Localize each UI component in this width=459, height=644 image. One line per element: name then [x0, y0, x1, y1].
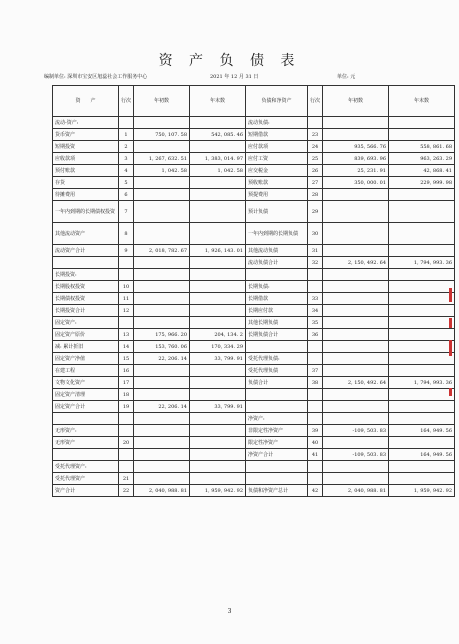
opening-balance [134, 305, 190, 317]
liability-item: 负债合计 [246, 377, 308, 389]
table-row [53, 377, 455, 389]
line-no [119, 413, 134, 425]
line-no: 11 [119, 293, 134, 305]
table-row [53, 389, 455, 401]
asset-item: 待摊费用 [53, 189, 119, 201]
line-no [308, 401, 323, 413]
balance-sheet-table [52, 85, 455, 497]
opening-balance [323, 461, 389, 473]
closing-balance [190, 141, 246, 153]
asset-item: 流动-资产: [53, 117, 119, 129]
opening-balance [134, 189, 190, 201]
line-no: 42 [308, 485, 323, 497]
table-row [53, 189, 455, 201]
closing-balance: 1, 926, 143. 01 [190, 245, 246, 257]
seal-mark [449, 340, 452, 356]
line-no: 3 [119, 153, 134, 165]
header-assets: 资 产 [53, 86, 119, 117]
liability-item: 长期负债: [246, 281, 308, 293]
opening-balance [323, 201, 389, 223]
closing-balance [389, 341, 455, 353]
liability-item: 预收账款 [246, 177, 308, 189]
closing-balance [190, 437, 246, 449]
opening-balance [134, 177, 190, 189]
closing-balance [190, 473, 246, 485]
header-closing: 年末数 [190, 86, 246, 117]
asset-item: 长期投资合计 [53, 305, 119, 317]
closing-balance [190, 189, 246, 201]
opening-balance: 25, 231. 91 [323, 165, 389, 177]
asset-item: 应收款项 [53, 153, 119, 165]
closing-balance [389, 461, 455, 473]
opening-balance [134, 473, 190, 485]
opening-balance [323, 293, 389, 305]
asset-item: 短期投资 [53, 141, 119, 153]
liability-item: 长期负债合计 [246, 329, 308, 341]
line-no: 21 [119, 473, 134, 485]
opening-balance [134, 413, 190, 425]
line-no: 2 [119, 141, 134, 153]
closing-balance [190, 317, 246, 329]
opening-balance [323, 353, 389, 365]
opening-balance: 2, 018, 782. 67 [134, 245, 190, 257]
opening-balance: 2, 150, 492. 64 [323, 377, 389, 389]
asset-item: 固定资产净值 [53, 353, 119, 365]
closing-balance: 1, 959, 942. 92 [389, 485, 455, 497]
header-liabilities: 负债和净资产 [246, 86, 308, 117]
preparer-org: 编制单位: 深圳市宝安区旭蕊社会工作服务中心 [44, 74, 148, 80]
asset-item: 预付账款 [53, 165, 119, 177]
liability-item [246, 401, 308, 413]
liability-item: 一年内到期的长期负债 [246, 223, 308, 245]
line-no: 32 [308, 257, 323, 269]
table-row [53, 473, 455, 485]
opening-balance: 22, 206. 14 [134, 353, 190, 365]
line-no: 20 [119, 437, 134, 449]
table-row [53, 257, 455, 269]
closing-balance [190, 305, 246, 317]
line-no: 39 [308, 425, 323, 437]
liability-item: 非限定性净资产 [246, 425, 308, 437]
opening-balance [134, 461, 190, 473]
line-no: 29 [308, 201, 323, 223]
liability-item [246, 341, 308, 353]
closing-balance: 164, 949. 56 [389, 449, 455, 461]
currency-unit: 单位: 元 [337, 74, 356, 80]
table-row [53, 413, 455, 425]
closing-balance: 963, 263. 29 [389, 153, 455, 165]
closing-balance [190, 413, 246, 425]
line-no: 16 [119, 365, 134, 377]
table-row [53, 449, 455, 461]
line-no: 27 [308, 177, 323, 189]
line-no [308, 341, 323, 353]
table-row [53, 341, 455, 353]
table-row [53, 245, 455, 257]
asset-item: 无形资产: [53, 425, 119, 437]
closing-balance: 1, 959, 942. 92 [190, 485, 246, 497]
asset-item: 长期债权投资 [53, 293, 119, 305]
opening-balance: 350, 000. 01 [323, 177, 389, 189]
line-no [308, 413, 323, 425]
line-no [308, 389, 323, 401]
closing-balance [389, 245, 455, 257]
asset-item: 固定资产: [53, 317, 119, 329]
table-row [53, 437, 455, 449]
closing-balance [389, 317, 455, 329]
line-no [119, 317, 134, 329]
opening-balance [323, 389, 389, 401]
line-no: 35 [308, 317, 323, 329]
asset-item: 减: 累计折旧 [53, 341, 119, 353]
opening-balance: 175, 966. 20 [134, 329, 190, 341]
closing-balance [190, 461, 246, 473]
asset-item: 受托代理资产 [53, 473, 119, 485]
opening-balance: -109, 503. 83 [323, 449, 389, 461]
line-no: 5 [119, 177, 134, 189]
closing-balance: 1, 042. 58 [190, 165, 246, 177]
line-no: 28 [308, 189, 323, 201]
line-no: 9 [119, 245, 134, 257]
opening-balance: 2, 150, 492. 64 [323, 257, 389, 269]
opening-balance [323, 317, 389, 329]
opening-balance [134, 117, 190, 129]
opening-balance [134, 269, 190, 281]
opening-balance [323, 269, 389, 281]
opening-balance [323, 117, 389, 129]
liability-item: 净资产: [246, 413, 308, 425]
table-row [53, 425, 455, 437]
liability-item: 其他流动负债 [246, 245, 308, 257]
header-opening: 年初数 [134, 86, 190, 117]
line-no: 30 [308, 223, 323, 245]
liability-item: 负债和净资产总计 [246, 485, 308, 497]
opening-balance: 1, 042. 58 [134, 165, 190, 177]
table-row [53, 129, 455, 141]
liability-item [246, 389, 308, 401]
asset-item: 文物文化资产 [53, 377, 119, 389]
liability-item: 应付款项 [246, 141, 308, 153]
closing-balance: 170, 334. 29 [190, 341, 246, 353]
header-line-no: 行次 [119, 86, 134, 117]
opening-balance [323, 305, 389, 317]
line-no [119, 269, 134, 281]
opening-balance [134, 377, 190, 389]
table-row [53, 353, 455, 365]
closing-balance: 204, 134. 2 [190, 329, 246, 341]
opening-balance: 2, 040, 988. 81 [134, 485, 190, 497]
asset-item: 无形资产 [53, 437, 119, 449]
line-no: 22 [119, 485, 134, 497]
liability-item [246, 461, 308, 473]
line-no: 10 [119, 281, 134, 293]
liability-item: 受托代理负债: [246, 353, 308, 365]
closing-balance: 558, 861. 68 [389, 141, 455, 153]
asset-item: 长期股权投资 [53, 281, 119, 293]
line-no [119, 425, 134, 437]
line-no: 38 [308, 377, 323, 389]
asset-item: 长期投资: [53, 269, 119, 281]
closing-balance [389, 473, 455, 485]
liability-item [246, 473, 308, 485]
table-body [53, 117, 455, 497]
opening-balance [323, 437, 389, 449]
closing-balance [389, 353, 455, 365]
opening-balance [134, 317, 190, 329]
closing-balance [190, 281, 246, 293]
closing-balance: 33, 799. 91 [190, 353, 246, 365]
line-no: 6 [119, 189, 134, 201]
closing-balance: 229, 999. 98 [389, 177, 455, 189]
line-no [308, 281, 323, 293]
table-row [53, 365, 455, 377]
closing-balance: 1, 794, 993. 36 [389, 257, 455, 269]
opening-balance: 22, 206. 14 [134, 401, 190, 413]
line-no: 8 [119, 223, 134, 245]
table-row [53, 153, 455, 165]
opening-balance [323, 329, 389, 341]
line-no [308, 269, 323, 281]
line-no: 26 [308, 165, 323, 177]
opening-balance: 839, 693. 96 [323, 153, 389, 165]
line-no [119, 117, 134, 129]
line-no: 37 [308, 365, 323, 377]
line-no: 25 [308, 153, 323, 165]
header-opening: 年初数 [323, 86, 389, 117]
table-row [53, 269, 455, 281]
closing-balance [190, 293, 246, 305]
asset-item: 一年内到期的长期债权投资 [53, 201, 119, 223]
closing-balance [190, 365, 246, 377]
closing-balance [190, 117, 246, 129]
liability-item: 流动负债: [246, 117, 308, 129]
table-row [53, 329, 455, 341]
line-no: 33 [308, 293, 323, 305]
table-row [53, 461, 455, 473]
closing-balance [389, 129, 455, 141]
opening-balance [134, 425, 190, 437]
closing-balance: 1, 383, 014. 97 [190, 153, 246, 165]
table-row [53, 141, 455, 153]
line-no [119, 461, 134, 473]
closing-balance: 42, 868. 41 [389, 165, 455, 177]
seal-mark [449, 388, 452, 396]
asset-item [53, 413, 119, 425]
table-row [53, 485, 455, 497]
line-no: 12 [119, 305, 134, 317]
liability-item: 限定性净资产 [246, 437, 308, 449]
closing-balance [389, 189, 455, 201]
line-no: 23 [308, 129, 323, 141]
seal-mark [449, 288, 452, 302]
asset-item: 存货 [53, 177, 119, 189]
line-no: 19 [119, 401, 134, 413]
asset-item: 固定资产原价 [53, 329, 119, 341]
line-no [308, 353, 323, 365]
page-number: 3 [227, 608, 232, 615]
line-no: 36 [308, 329, 323, 341]
opening-balance: 1, 267, 632. 51 [134, 153, 190, 165]
closing-balance: 542, 085. 46 [190, 129, 246, 141]
opening-balance [323, 401, 389, 413]
closing-balance: 1, 794, 993. 36 [389, 377, 455, 389]
liability-item: 应交税金 [246, 165, 308, 177]
line-no [308, 473, 323, 485]
closing-balance [389, 389, 455, 401]
opening-balance [323, 281, 389, 293]
opening-balance [134, 437, 190, 449]
liability-item: 其他长期负债 [246, 317, 308, 329]
table-row [53, 317, 455, 329]
closing-balance [190, 377, 246, 389]
table-row [53, 165, 455, 177]
liability-item: 净资产合计 [246, 449, 308, 461]
line-no: 40 [308, 437, 323, 449]
closing-balance: 164, 949. 56 [389, 425, 455, 437]
page-title: 资 产 负 债 表 [158, 53, 301, 69]
line-no [308, 117, 323, 129]
line-no: 24 [308, 141, 323, 153]
opening-balance [134, 281, 190, 293]
opening-balance [323, 223, 389, 245]
report-date: 2021 年 12 月 31 日 [210, 74, 259, 80]
closing-balance [389, 117, 455, 129]
closing-balance: 33, 799. 91 [190, 401, 246, 413]
closing-balance [389, 437, 455, 449]
opening-balance [134, 389, 190, 401]
asset-item: 固定资产合计 [53, 401, 119, 413]
line-no: 13 [119, 329, 134, 341]
closing-balance [190, 449, 246, 461]
opening-balance [134, 365, 190, 377]
header-closing: 年末数 [389, 86, 455, 117]
line-no: 31 [308, 245, 323, 257]
asset-item: 在建工程 [53, 365, 119, 377]
opening-balance: 2, 040, 988. 81 [323, 485, 389, 497]
table-header-row [53, 86, 455, 117]
seal-mark [449, 318, 452, 328]
closing-balance [190, 269, 246, 281]
opening-balance [134, 141, 190, 153]
line-no: 34 [308, 305, 323, 317]
table-row [53, 401, 455, 413]
table-row [53, 201, 455, 223]
table-row [53, 281, 455, 293]
opening-balance [323, 365, 389, 377]
line-no: 41 [308, 449, 323, 461]
asset-item: 资产合计 [53, 485, 119, 497]
table-row [53, 305, 455, 317]
asset-item: 货币资产 [53, 129, 119, 141]
closing-balance [389, 413, 455, 425]
closing-balance [190, 223, 246, 245]
line-no: 18 [119, 389, 134, 401]
closing-balance [389, 281, 455, 293]
opening-balance [134, 257, 190, 269]
opening-balance: 153, 760. 06 [134, 341, 190, 353]
header-line-no: 行次 [308, 86, 323, 117]
line-no [119, 257, 134, 269]
liability-item: 应付工资 [246, 153, 308, 165]
closing-balance [389, 223, 455, 245]
closing-balance [389, 201, 455, 223]
line-no: 14 [119, 341, 134, 353]
liability-item: 流动负债合计 [246, 257, 308, 269]
asset-item: 固定资产清理 [53, 389, 119, 401]
asset-item: 受托代理资产: [53, 461, 119, 473]
closing-balance [389, 305, 455, 317]
closing-balance [190, 425, 246, 437]
line-no [119, 449, 134, 461]
liability-item: 短期借款 [246, 129, 308, 141]
closing-balance [389, 269, 455, 281]
line-no: 17 [119, 377, 134, 389]
table-row [53, 223, 455, 245]
closing-balance [190, 201, 246, 223]
asset-item: 流动资产合计 [53, 245, 119, 257]
opening-balance: 935, 566. 76 [323, 141, 389, 153]
line-no: 7 [119, 201, 134, 223]
line-no: 15 [119, 353, 134, 365]
opening-balance [134, 201, 190, 223]
opening-balance [134, 293, 190, 305]
opening-balance [323, 129, 389, 141]
liability-item: 受托代理负债 [246, 365, 308, 377]
table-row [53, 177, 455, 189]
table-row [53, 117, 455, 129]
line-no [308, 461, 323, 473]
opening-balance: -109, 503. 83 [323, 425, 389, 437]
closing-balance [389, 401, 455, 413]
opening-balance [323, 245, 389, 257]
closing-balance [190, 257, 246, 269]
liability-item: 长期借款 [246, 293, 308, 305]
line-no: 1 [119, 129, 134, 141]
closing-balance [190, 177, 246, 189]
asset-item [53, 449, 119, 461]
opening-balance [323, 413, 389, 425]
opening-balance [134, 223, 190, 245]
line-no: 4 [119, 165, 134, 177]
closing-balance [389, 365, 455, 377]
liability-item [246, 269, 308, 281]
closing-balance [389, 293, 455, 305]
closing-balance [389, 329, 455, 341]
opening-balance [323, 189, 389, 201]
asset-item: 其他流动资产 [53, 223, 119, 245]
opening-balance: 750, 107. 58 [134, 129, 190, 141]
liability-item: 预提费用 [246, 189, 308, 201]
opening-balance [323, 473, 389, 485]
table-row [53, 293, 455, 305]
opening-balance [134, 449, 190, 461]
closing-balance [190, 389, 246, 401]
opening-balance [323, 341, 389, 353]
liability-item: 长期应付款 [246, 305, 308, 317]
asset-item [53, 257, 119, 269]
liability-item: 预计负债 [246, 201, 308, 223]
